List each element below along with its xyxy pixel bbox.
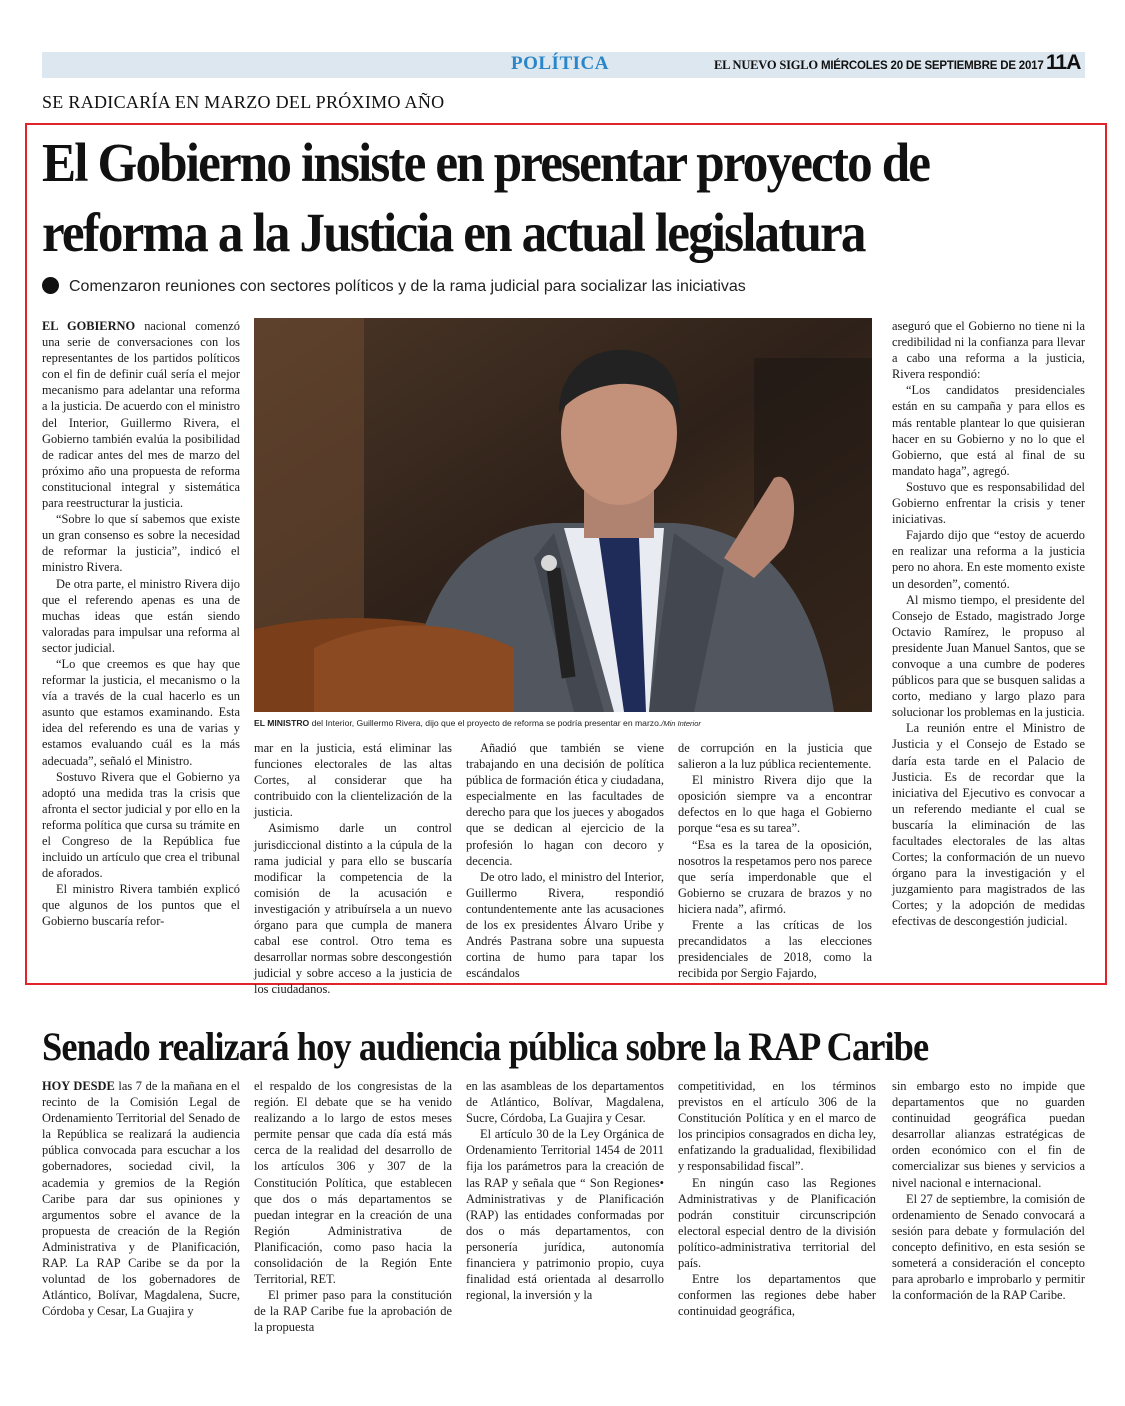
photo-caption [254,718,872,728]
paragraph: Asimismo darle un control jurisdiccional distinto a la cúpula de la rama judicial y para ello se buscaría modificar la competencia de la comisión de la acusación e investigación y atribuírsela a un nuevo órgano para que cumpla de manera cabal ese control. Otro tema es desarrollar normas sobre descongestión judicial y sobre acceso a la justicia de los ciudadanos. [254,821,452,997]
bullet-icon [42,277,59,294]
paragraph: Entre los departamentos que conformen las regiones debe haber continuidad geográfica, [678,1272,876,1319]
subheadline-text: Comenzaron reuniones con sectores políticos y de la rama judicial para socializar las iniciativas [69,278,746,295]
paragraph: El 27 de septiembre, la comisión de ordenamiento de Senado convocará a sesión para debate y formulación del concepto definitivo, en esta sesión se someterá a consideración el concepto para aprobarlo e improbarlo y permitir la conformación de la RAP Caribe. [892,1191,1085,1303]
paragraph: De otro lado, el ministro del Interior, Guillermo Rivera, respondió contundentemente ante las acusaciones de los ex presidentes Álvaro Uribe y Andrés Pastrana sobre una supuesta cortina de humo para tapar los escándalos [466,869,664,981]
article1-column-4 [678,740,872,981]
paragraph: “Los candidatos presidenciales están en su campaña y para ellos es más rentable plantear lo que quisieran hacer en su Gobierno y no lo que el Gobierno, que está al final de su mandato haga”, agregó. [892,383,1085,478]
article2-column-1 [42,1078,240,1319]
paragraph-text: nacional comenzó una serie de conversaciones con los representantes de los partidos políticos con el fin de definir cuál sería el mejor mecanismo para adelantar una reforma a la justicia. De acuerdo con el ministro del Interior, Guillermo Rivera, el Gobierno también evalúa la posibilidad de radicar antes del mes de marzo del próximo año una propuesta de reforma constitucional integral y sistemática para reestructurar la justicia. [42,319,240,511]
paragraph: competitividad, en los términos previstos en el artículo 306 de la Constitución Política y en el marco de los principios consagrados en dicha ley, enfatizando la gradualidad, flexibilidad y responsabilidad fiscal”. [678,1079,876,1174]
article1-column-2 [254,740,452,998]
article2-column-5 [892,1078,1085,1303]
page-number: 11A [1046,51,1081,74]
paragraph: mar en la justicia, está eliminar las funciones electorales de las altas Cortes, al considerar que ha contribuido con la clientelización de la justicia. [254,741,452,820]
paragraph [42,1078,240,1319]
caption-lead: EL MINISTRO [254,718,310,728]
article2-column-2 [254,1078,452,1336]
photo-credit: /Min Interior [661,719,701,728]
paragraph: en las asambleas de los departamentos de Atlántico, Bolívar, Magdalena, Sucre, Córdoba, La Guajira y Cesar. [466,1079,664,1126]
caption-text: del Interior, Guillermo Rivera, dijo que el proyecto de reforma se podría presentar en marzo. [309,718,662,728]
headline-line-2: reforma a la Justicia en actual legislatura [42,202,865,263]
paragraph [42,318,240,511]
article-kicker: SE RADICARÍA EN MARZO DEL PRÓXIMO AÑO [42,92,445,112]
paragraph: “Lo que creemos es que hay que reformar la justicia, el mecanismo o la vía a través de la cual hacerlo es un asunto que estamos examinando. Esta idea del referendo es una de varias y estamos evaluando cuál es la más adecuada”, señaló el Ministro. [42,656,240,768]
paragraph: “Esa es la tarea de la oposición, nosotros la respetamos pero nos parece que sería imperdonable que el Gobierno se cruzara de brazos y no hiciera nada”, afirmó. [678,837,872,916]
paragraph: En ningún caso las Regiones Administrativas y de Planificación podrán constituir circunscripción electoral especial dentro de la división político-administrativa territorial del país. [678,1175,876,1271]
article-photo [254,318,872,712]
article2-column-4 [678,1078,876,1319]
lead-in: EL GOBIERNO [42,319,136,333]
paragraph: el respaldo de los congresistas de la región. El debate que se ha venido realizando a lo largo de estos meses permite pensar que cada día está más cerca de la realidad del desarrollo de los artículos 306 y 307 de la Constitución Política, que establecen que dos o más departamentos se puedan integrar en la creación de una Región Administrativa de Planificación, como paso hacia la consolidación de la Región Ente Territorial, RET. [254,1079,452,1287]
article1-column-1 [42,318,240,930]
article-subheadline [42,277,1092,296]
paragraph: aseguró que el Gobierno no tiene ni la credibilidad ni la confianza para llevar a cabo una reforma a la justicia, Rivera respondió: [892,319,1085,382]
lead-in: HOY DESDE [42,1079,115,1093]
paragraph: El ministro Rivera también explicó que algunos de los puntos que el Gobierno buscaría refor- [42,882,240,929]
paragraph: La reunión entre el Ministro de Justicia y el Consejo de Estado se daría esta tarde en el Palacio de Justicia. Es de recordar que la iniciativa del Ejecutivo es convocar a un referendo mediante el cual se buscaría la eliminación de las facultades electorales de las altas Cortes; la conformación de un nuevo órgano para la investigación y el juzgamiento para magistrados de las Cortes; y la adopción de medidas efectivas de descongestión judicial. [892,721,1085,929]
paragraph: Sostuvo que es responsabilidad del Gobierno enfrentar la crisis y tener iniciativas. [892,479,1085,527]
publication-info [714,58,1044,73]
paragraph: De otra parte, el ministro Rivera dijo que el referendo apenas es una de muchas ideas que están siendo valoradas para impulsar una reforma al sector judicial. [42,576,240,655]
paragraph: sin embargo esto no impide que departamentos que no guarden continuidad geográfica puedan desarrollar alianzas estratégicas de orden económico con el fin de comercializar sus bienes y servicios a nivel nacional e internacional. [892,1079,1085,1190]
paragraph: de corrupción en la justicia que salieron a la luz pública recientemente. [678,741,872,772]
article2-column-3 [466,1078,664,1303]
paragraph: Añadió que también se viene trabajando en una decisión de política pública de formación ética y ciudadana, especialmente en las facultades de derecho para que los jueces y abogados que se dedican al ejercicio de la profesión lo hagan con decoro y decencia. [466,741,664,868]
section-label: POLÍTICA [511,53,609,74]
article1-column-5 [892,318,1085,930]
paragraph: Sostuvo Rivera que el Gobierno ya adoptó una medida tras la crisis que afronta el sector judicial y por ello en la reforma política que cursa su trámite en el Congreso de la República fue incluido un artículo que crea el tribunal de aforados. [42,769,240,881]
paragraph: Al mismo tiempo, el presidente del Consejo de Estado, magistrado Jorge Octavio Ramírez, le propuso al presidente Juan Manuel Santos, que se convoque a una cumbre de poderes públicos para que se busquen salidas a corto, mediano y largo plazo para solucionar los problemas en la justicia. [892,592,1085,720]
article-headline [42,128,1028,268]
paragraph: El ministro Rivera dijo que la oposición siempre va a encontrar defectos en lo que haga el Gobierno porque “esa es su tarea”. [678,773,872,836]
paragraph: Fajardo dijo que “estoy de acuerdo en realizar una reforma a la justicia pero no ahora. En este momento existe un desorden”, comentó. [892,528,1085,591]
publication-date: MIÉRCOLES 20 DE SEPTIEMBRE DE 2017 [820,60,1044,72]
article1-column-3 [466,740,664,981]
headline-line-1: El Gobierno insiste en presentar proyecto de [42,132,930,193]
paragraph: “Sobre lo que sí sabemos que existe un gran consenso es sobre la necesidad de reformar la justicia”, indicó el ministro Rivera. [42,512,240,575]
paragraph: Frente a las críticas de los precandidatos a las elecciones presidenciales de 2018, como la recibida por Sergio Fajardo, [678,918,872,981]
paragraph-text: las 7 de la mañana en el recinto de la Comisión Legal de Ordenamiento Territorial del Senado de la República se realizará la audiencia pública convocada para escuchar a los gobernadores, sociedad civil, la academia y gremios de la Región Caribe para dar sus opiniones y argumentos sobre el avance de la propuesta de creación de la Región Administrativa y de Planificación, RAP. La RAP Caribe se da por la voluntad de los gobernadores de Atlántico, Bolívar, Magdalena, Sucre, Córdoba y Cesar, La Guajira y [42,1079,240,1319]
newspaper-name: EL NUEVO SIGLO [714,58,818,72]
paragraph: El artículo 30 de la Ley Orgánica de Ordenamiento Territorial 1454 de 2011 fija los parámetros para la creación de las RAP y señala que “ Son Regiones• Administrativas y de Planificación (RAP) las entidades conformadas por dos o más departamentos, con personería jurídica, autonomía financiera y patrimonio propio, cuya finalidad está orientada al desarrollo regional, la inversión y la [466,1127,664,1303]
paragraph: El primer paso para la constitución de la RAP Caribe fue la aprobación de la propuesta [254,1288,452,1335]
minister-photo-illustration [254,318,872,712]
article2-headline: Senado realizará hoy audiencia pública sobre la RAP Caribe [42,1024,929,1069]
